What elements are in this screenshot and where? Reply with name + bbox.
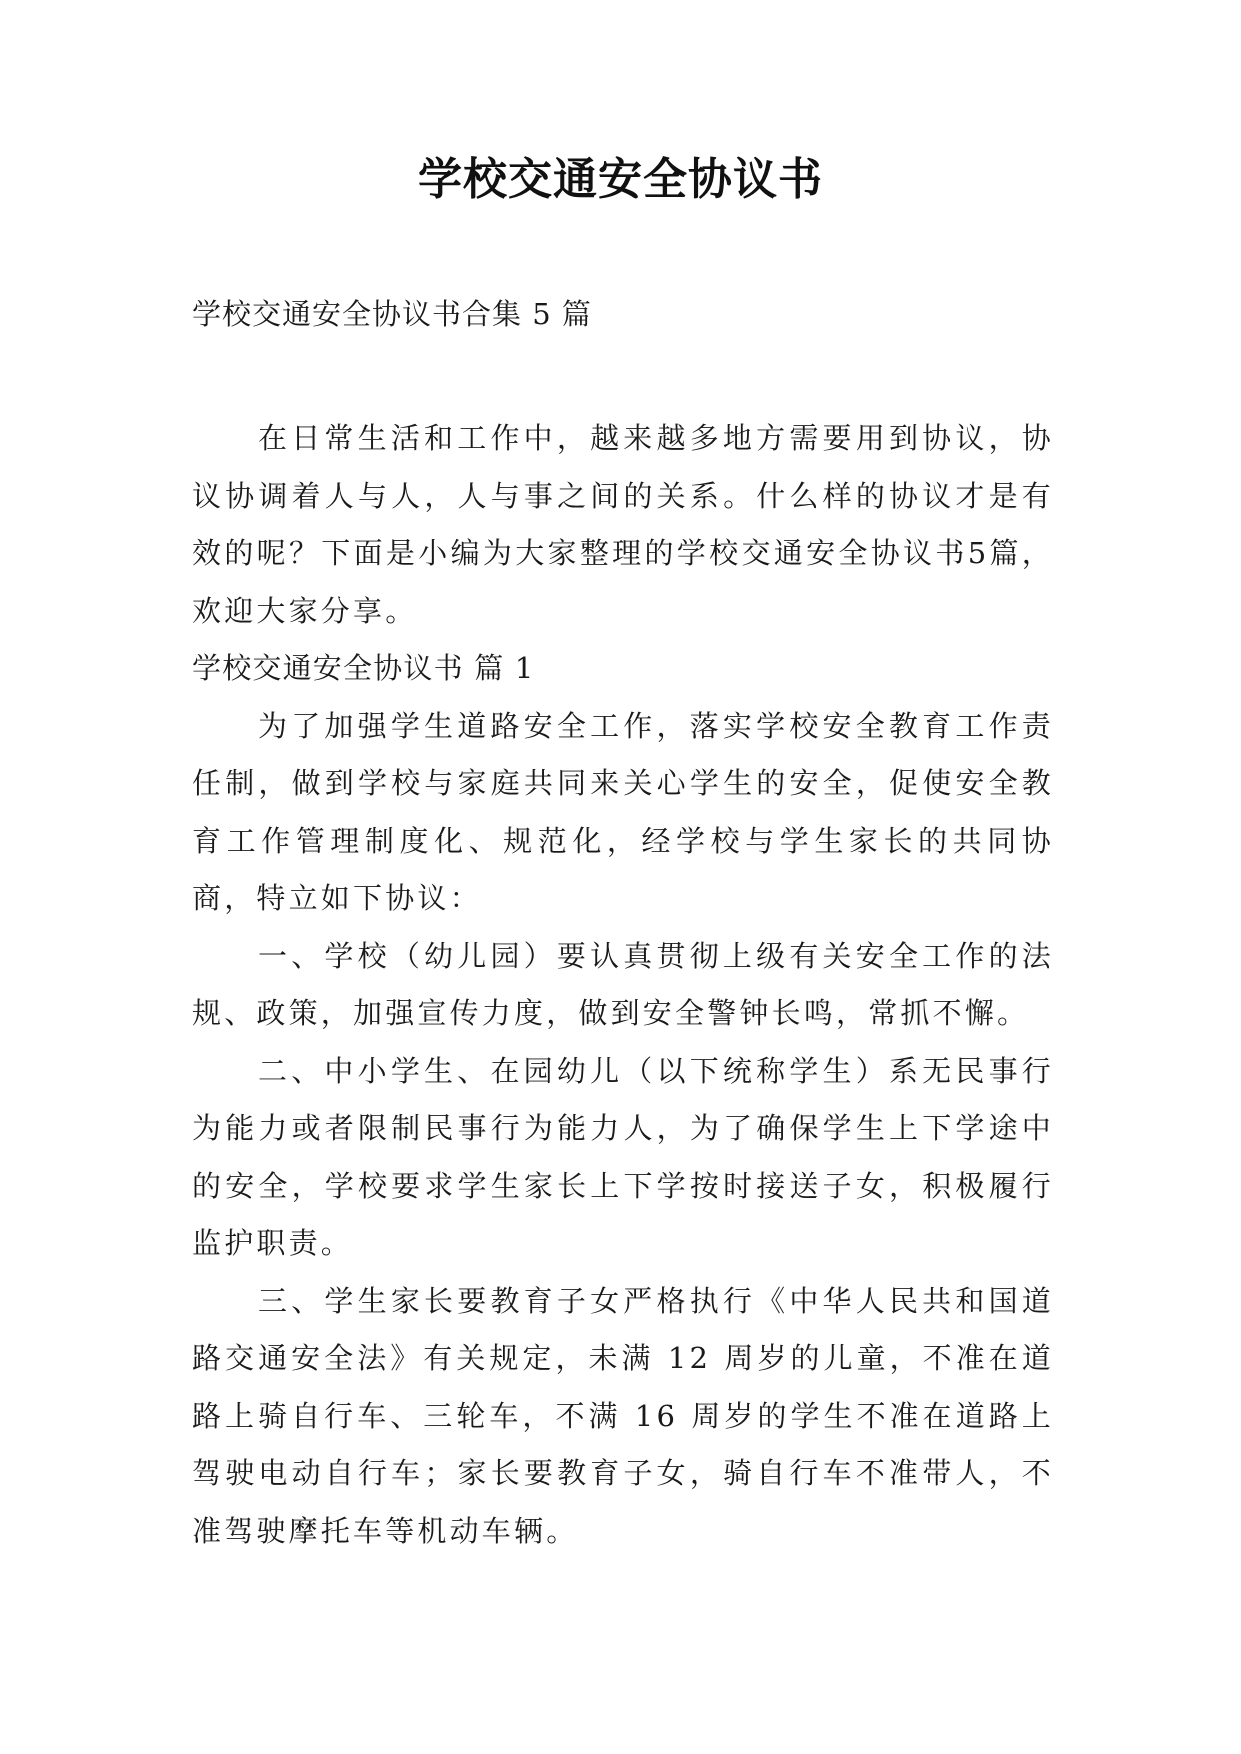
section-heading: 学校交通安全协议书 篇 1: [192, 651, 535, 685]
clause-paragraph: 二、中小学生、在园幼儿（以下统称学生）系无民事行为能力或者限制民事行为能力人，为了确保学生上下学途中的安全，学校要求学生家长上下学按时接送子女，积极履行监护职责。: [192, 1053, 1054, 1260]
document-subtitle: 学校交通安全协议书合集 5 篇: [192, 297, 592, 331]
clause-paragraph: 一、学校（幼儿园）要认真贯彻上级有关安全工作的法规、政策，加强宣传力度，做到安全警钟长鸣，常抓不懈。: [192, 938, 1054, 1030]
body-paragraph: 为了加强学生道路安全工作，落实学校安全教育工作责任制，做到学校与家庭共同来关心学生的安全，促使安全教育工作管理制度化、规范化，经学校与学生家长的共同协商，特立如下协议：: [192, 708, 1054, 915]
document-body: [192, 410, 1054, 1560]
document-title: 学校交通安全协议书: [418, 154, 823, 205]
intro-paragraph: 在日常生活和工作中，越来越多地方需要用到协议，协议协调着人与人，人与事之间的关系。什么样的协议才是有效的呢？下面是小编为大家整理的学校交通安全协议书5篇，欢迎大家分享。: [192, 421, 1054, 628]
clause-paragraph: 三、学生家长要教育子女严格执行《中华人民共和国道路交通安全法》有关规定，未满 12 周岁的儿童，不准在道路上骑自行车、三轮车，不满 16 周岁的学生不准在道路上驾驶电动自行车；家长要教育子女，骑自行车不准带人，不准驾驶摩托车等机动车辆。: [192, 1283, 1054, 1548]
